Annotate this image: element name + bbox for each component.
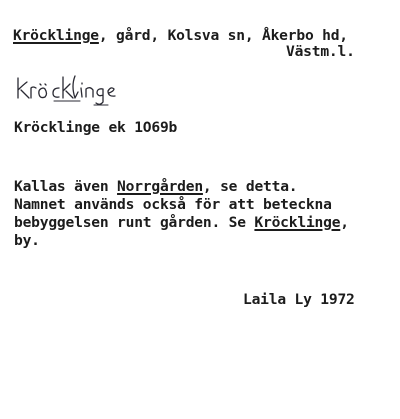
header-details: , gård, Kolsva sn, Åkerbo hd, [98,27,348,44]
handwritten-annotation [14,72,124,108]
cross-reference-link: Norrgården [117,178,203,195]
body-text: , [340,214,349,231]
body-line-3 [14,213,349,233]
body-line-4: by. [14,232,40,249]
county: Västm.l. [286,43,355,60]
cross-reference-link: Kröcklinge [254,214,341,231]
body-line-1 [14,177,297,197]
oak-reference: Kröcklinge ek 1O69b [14,119,178,136]
body-text: Kallas även [14,178,118,195]
handwritten-text: kröcklinge [14,72,21,73]
place-name: Kröcklinge [13,27,99,44]
body-text: bebyggelsen runt gården. Se [14,214,255,231]
body-text: , se detta. [202,178,298,195]
signature: Laila Ly 1972 [243,291,355,308]
body-line-2: Namnet används också för att beteckna [14,196,332,213]
